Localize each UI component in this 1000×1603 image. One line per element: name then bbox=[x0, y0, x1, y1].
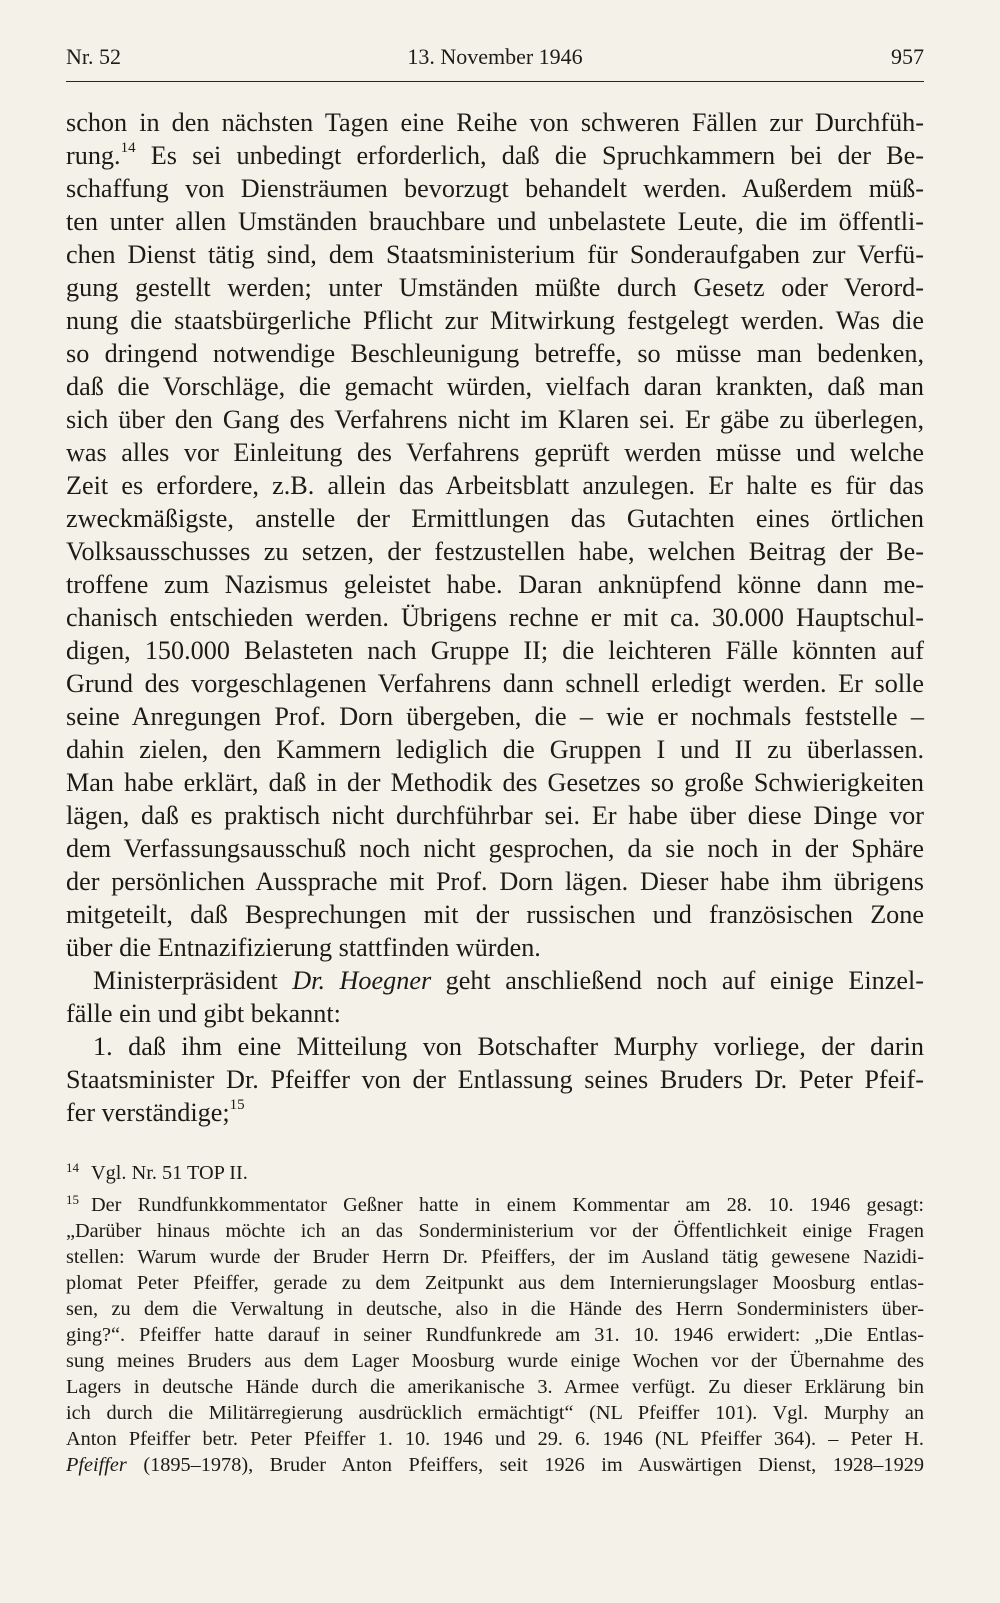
text-line: dem Verfassungsausschuß noch nicht gesprochen, da sie noch in der Sphäre bbox=[66, 834, 924, 863]
footnotes bbox=[66, 1160, 924, 1478]
text-line: Man habe erklärt, daß in der Methodik des Gesetzes so große Schwierigkeiten bbox=[66, 768, 924, 797]
text-span: (1895–1978), Bruder Anton Pfeiffers, seit 1926 im Auswärtigen Dienst, 1928–1929 bbox=[126, 1454, 924, 1476]
text-line: ten unter allen Umständen brauchbare und unbelastete Leute, die im öffentli- bbox=[66, 207, 924, 236]
text-span: rung. bbox=[66, 141, 121, 170]
footnote-line: Der Rundfunkkommentator Geßner hatte in einem Kommentar am 28. 10. 1946 gesagt: bbox=[91, 1194, 924, 1216]
text-line: so dringend notwendige Beschleunigung betreffe, so müsse man bedenken, bbox=[66, 339, 924, 368]
footnote-line: Anton Pfeiffer betr. Peter Pfeiffer 1. 10. 1946 und 29. 6. 1946 (NL Pfeiffer 364). – Peter H. bbox=[66, 1428, 924, 1450]
running-header bbox=[66, 44, 924, 74]
text-span: geht anschließend noch auf einige Einzel- bbox=[431, 966, 924, 995]
person-name: Pfeiffer bbox=[66, 1454, 127, 1476]
footnote-line: „Darüber hinaus möchte ich an das Sonderministerium vor der Öffentlichkeit einige Fragen bbox=[66, 1220, 924, 1242]
footnote-line: plomat Peter Pfeiffer, gerade zu dem Zeitpunkt aus dem Internierungslager Moosburg entlas- bbox=[66, 1272, 924, 1294]
text-line: seine Anregungen Prof. Dorn übergeben, die – wie er nochmals feststelle – bbox=[66, 702, 924, 731]
footnote-ref-14: 14 bbox=[120, 140, 136, 157]
text-line bbox=[66, 964, 924, 997]
text-line: fälle ein und gibt bekannt: bbox=[66, 999, 341, 1028]
text-line: lägen, daß es praktisch nicht durchführbar sei. Er habe über diese Dinge vor bbox=[66, 801, 924, 830]
footnote-line: sung meines Bruders aus dem Lager Moosburg wurde einige Wochen vor der Übernahme des bbox=[66, 1350, 924, 1372]
text-line: Zeit es erfordere, z.B. allein das Arbeitsblatt anzulegen. Er halte es für das bbox=[66, 471, 924, 500]
text-line: schon in den nächsten Tagen eine Reihe von schweren Fällen zur Durchfüh- bbox=[66, 108, 924, 137]
text-line: sich über den Gang des Verfahrens nicht im Klaren sei. Er gäbe zu überlegen, bbox=[66, 405, 924, 434]
text-line: zweckmäßigste, anstelle der Ermittlungen das Gutachten eines örtlichen bbox=[66, 504, 924, 533]
text-span: Es sei unbedingt erforderlich, daß die Spruchkammern bei der Be- bbox=[135, 141, 924, 170]
footnote-line: Lagers in deutsche Hände durch die amerikanische 3. Armee verfügt. Zu dieser Erklärung bin bbox=[66, 1376, 924, 1398]
text-line: digen, 150.000 Belasteten nach Gruppe II; die leichteren Fälle könnten auf bbox=[66, 636, 924, 665]
text-span: fer verständige; bbox=[66, 1098, 230, 1127]
text-line: nung die staatsbürgerliche Pflicht zur Mitwirkung festgelegt werden. Was die bbox=[66, 306, 924, 335]
footnote-line bbox=[66, 1452, 924, 1478]
header-date: 13. November 1946 bbox=[407, 44, 583, 69]
footnote-line: ging?“. Pfeiffer hatte darauf in seiner Rundfunkrede am 31. 10. 1946 erwidert: „Die Entlas- bbox=[66, 1324, 924, 1346]
text-line: über die Entnazifizierung stattfinden würden. bbox=[66, 933, 541, 962]
text-line: Staatsminister Dr. Pfeiffer von der Entlassung seines Bruders Dr. Peter Pfeif- bbox=[66, 1065, 924, 1094]
footnote-number: 15 bbox=[66, 1192, 79, 1207]
header-rule bbox=[66, 81, 924, 82]
main-text bbox=[66, 106, 924, 1129]
footnote-15 bbox=[66, 1192, 924, 1478]
text-line: 1. daß ihm eine Mitteilung von Botschafter Murphy vorliege, der darin bbox=[93, 1032, 924, 1061]
text-line bbox=[66, 139, 924, 172]
text-line: was alles vor Einleitung des Verfahrens geprüft werden müsse und welche bbox=[66, 438, 924, 467]
footnote-ref-15: 15 bbox=[229, 1097, 245, 1114]
text-line: chen Dienst tätig sind, dem Staatsministerium für Sonderaufgaben zur Verfü- bbox=[66, 240, 924, 269]
footnote-text: Vgl. Nr. 51 TOP II. bbox=[91, 1162, 248, 1184]
footnote-number: 14 bbox=[66, 1160, 79, 1175]
text-line: dahin zielen, den Kammern lediglich die Gruppen I und II zu überlassen. bbox=[66, 735, 924, 764]
text-span: Ministerpräsident bbox=[93, 966, 293, 995]
text-line: Volksausschusses zu setzen, der festzustellen habe, welchen Beitrag der Be- bbox=[66, 537, 924, 566]
text-line: schaffung von Diensträumen bevorzugt behandelt werden. Außerdem müß- bbox=[66, 174, 924, 203]
person-name: Dr. Hoegner bbox=[292, 966, 432, 995]
text-line bbox=[66, 1096, 924, 1129]
text-line: daß die Vorschläge, die gemacht würden, vielfach daran krankten, daß man bbox=[66, 372, 924, 401]
footnote-line: ich durch die Militärregierung ausdrücklich ermächtigt“ (NL Pfeiffer 101). Vgl. Murphy an bbox=[66, 1402, 924, 1424]
document-number: Nr. 52 bbox=[66, 44, 121, 69]
footnote-line: sen, zu dem die Verwaltung in deutsche, also in die Hände des Herrn Sonderministers über- bbox=[66, 1298, 924, 1320]
page-number: 957 bbox=[891, 44, 924, 69]
text-line: troffene zum Nazismus geleistet habe. Daran anknüpfend könne dann me- bbox=[66, 570, 924, 599]
text-line: der persönlichen Aussprache mit Prof. Dorn lägen. Dieser habe ihm übrigens bbox=[66, 867, 924, 896]
text-line: Grund des vorgeschlagenen Verfahrens dann schnell erledigt werden. Er solle bbox=[66, 669, 924, 698]
text-line: chanisch entschieden werden. Übrigens rechne er mit ca. 30.000 Hauptschul- bbox=[66, 603, 924, 632]
text-line: mitgeteilt, daß Besprechungen mit der russischen und französischen Zone bbox=[66, 900, 924, 929]
footnote-14 bbox=[66, 1160, 924, 1186]
footnote-line: stellen: Warum wurde der Bruder Herrn Dr. Pfeiffers, der im Ausland tätig gewesene Nazidi- bbox=[66, 1246, 924, 1268]
text-line: gung gestellt werden; unter Umständen müßte durch Gesetz oder Verord- bbox=[66, 273, 924, 302]
